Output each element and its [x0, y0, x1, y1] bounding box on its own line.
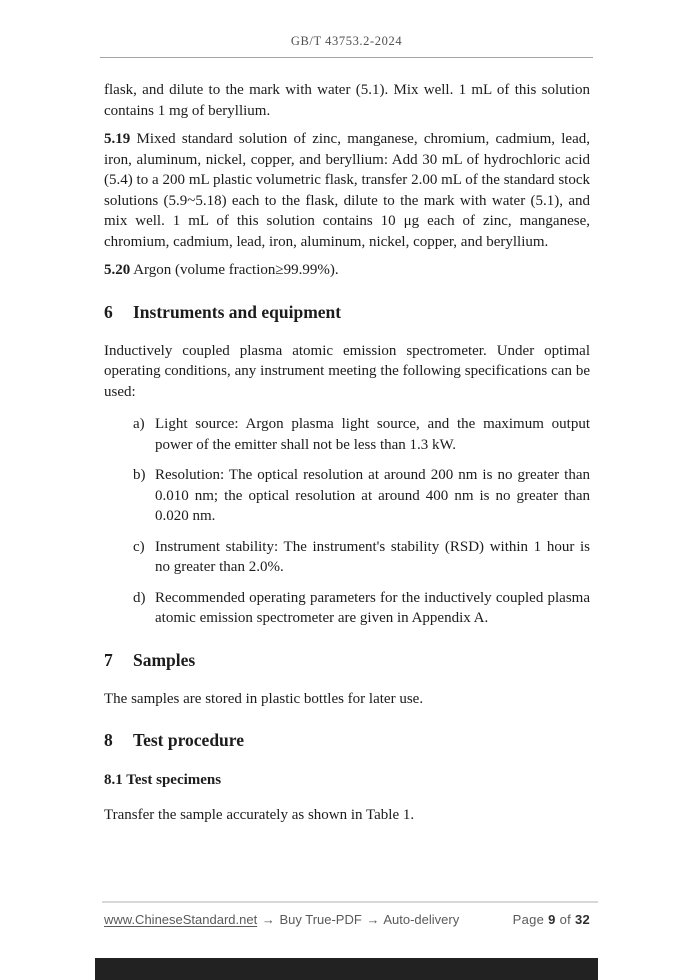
list-marker-d: d) — [133, 589, 146, 606]
section-6-number: 6 — [104, 301, 113, 322]
clause-5-19-number: 5.19 — [104, 131, 131, 147]
subsection-8-1-heading — [104, 770, 590, 791]
list-text-b: Resolution: The optical resolution at around 200 nm is no greater than 0.010 nm; the optical resolution at around 400 nm is no greater than 0.020 nm. — [155, 467, 590, 524]
list-marker-c: c) — [133, 538, 145, 555]
page-label: Page — [512, 912, 545, 927]
page-of-label: of — [559, 912, 572, 927]
document-content — [104, 80, 590, 825]
section-8-title: Test procedure — [133, 730, 244, 750]
list-text-d: Recommended operating parameters for the inductively coupled plasma atomic emission spectrometer are given in Appendix A. — [155, 589, 590, 626]
header-divider — [100, 57, 593, 58]
list-item-b — [133, 465, 590, 527]
list-text-a: Light source: Argon plasma light source, and the maximum output power of the emitter shall not be less than 1.3 kW. — [155, 416, 590, 453]
list-item-d — [133, 588, 590, 629]
clause-5-20 — [104, 260, 590, 281]
arrow-icon: → — [366, 912, 380, 927]
footer-tagline — [104, 911, 459, 928]
section-7-heading — [104, 649, 590, 672]
subsection-8-1-number: 8.1 — [104, 772, 123, 788]
section-8-heading — [104, 729, 590, 752]
document-number: GB/T 43753.2-2024 — [290, 34, 403, 48]
clause-5-19 — [104, 129, 590, 252]
list-item-c — [133, 537, 590, 578]
next-page-gap — [95, 958, 598, 980]
section-6-heading — [104, 301, 590, 324]
section-7-body: The samples are stored in plastic bottles for later use. — [104, 690, 424, 707]
page-footer — [104, 911, 590, 928]
page-current: 9 — [548, 912, 556, 927]
subsection-8-1-title: Test specimens — [126, 772, 222, 788]
footer-divider — [102, 901, 598, 903]
list-item-a — [133, 414, 590, 455]
auto-delivery-label: Auto-delivery — [383, 912, 460, 927]
clause-5-20-number: 5.20 — [104, 262, 131, 278]
section-6-intro: Inductively coupled plasma atomic emission spectrometer. Under optimal operating conditions, any instrument meeting the following specifications can be used: — [104, 342, 590, 400]
buy-pdf-label: Buy True-PDF — [279, 912, 362, 927]
clause-5-20-text: Argon (volume fraction≥99.99%). — [133, 262, 339, 278]
list-marker-a: a) — [133, 416, 145, 432]
site-link[interactable]: www.ChineseStandard.net — [104, 912, 258, 927]
page-header — [0, 0, 693, 58]
clause-5-19-text: Mixed standard solution of zinc, manganese, chromium, cadmium, lead, iron, aluminum, nickel, copper, and beryllium: Add 30 mL of hydrochloric acid (5.4) to a 200 mL plastic volumetric flask, transfer 2.00 mL of the standard stock solutions (5.9~5.18) each to the flask, dilute to the mark with water (5.1), and mix well. 1 mL of this solution contains 10 μg each of zinc, manganese, chromium, cadmium, lead, iron, aluminum, nickel, copper, and beryllium. — [104, 131, 590, 250]
paragraph-continuation: flask, and dilute to the mark with water (5.1). Mix well. 1 mL of this solution contains 1 mg of beryllium. — [104, 82, 590, 119]
section-8-number: 8 — [104, 730, 113, 750]
section-7-title: Samples — [133, 649, 196, 670]
section-8-body: Transfer the sample accurately as shown in Table 1. — [104, 806, 415, 823]
arrow-icon: → — [261, 912, 275, 927]
list-marker-b: b) — [133, 467, 146, 483]
page-total: 32 — [574, 912, 590, 927]
section-6-title: Instruments and equipment — [133, 301, 342, 322]
specification-list — [104, 414, 590, 629]
list-text-c: Instrument stability: The instrument's stability (RSD) within 1 hour is no greater than 2.0%. — [155, 538, 590, 575]
page-indicator — [513, 911, 590, 928]
section-7-number: 7 — [104, 649, 113, 670]
